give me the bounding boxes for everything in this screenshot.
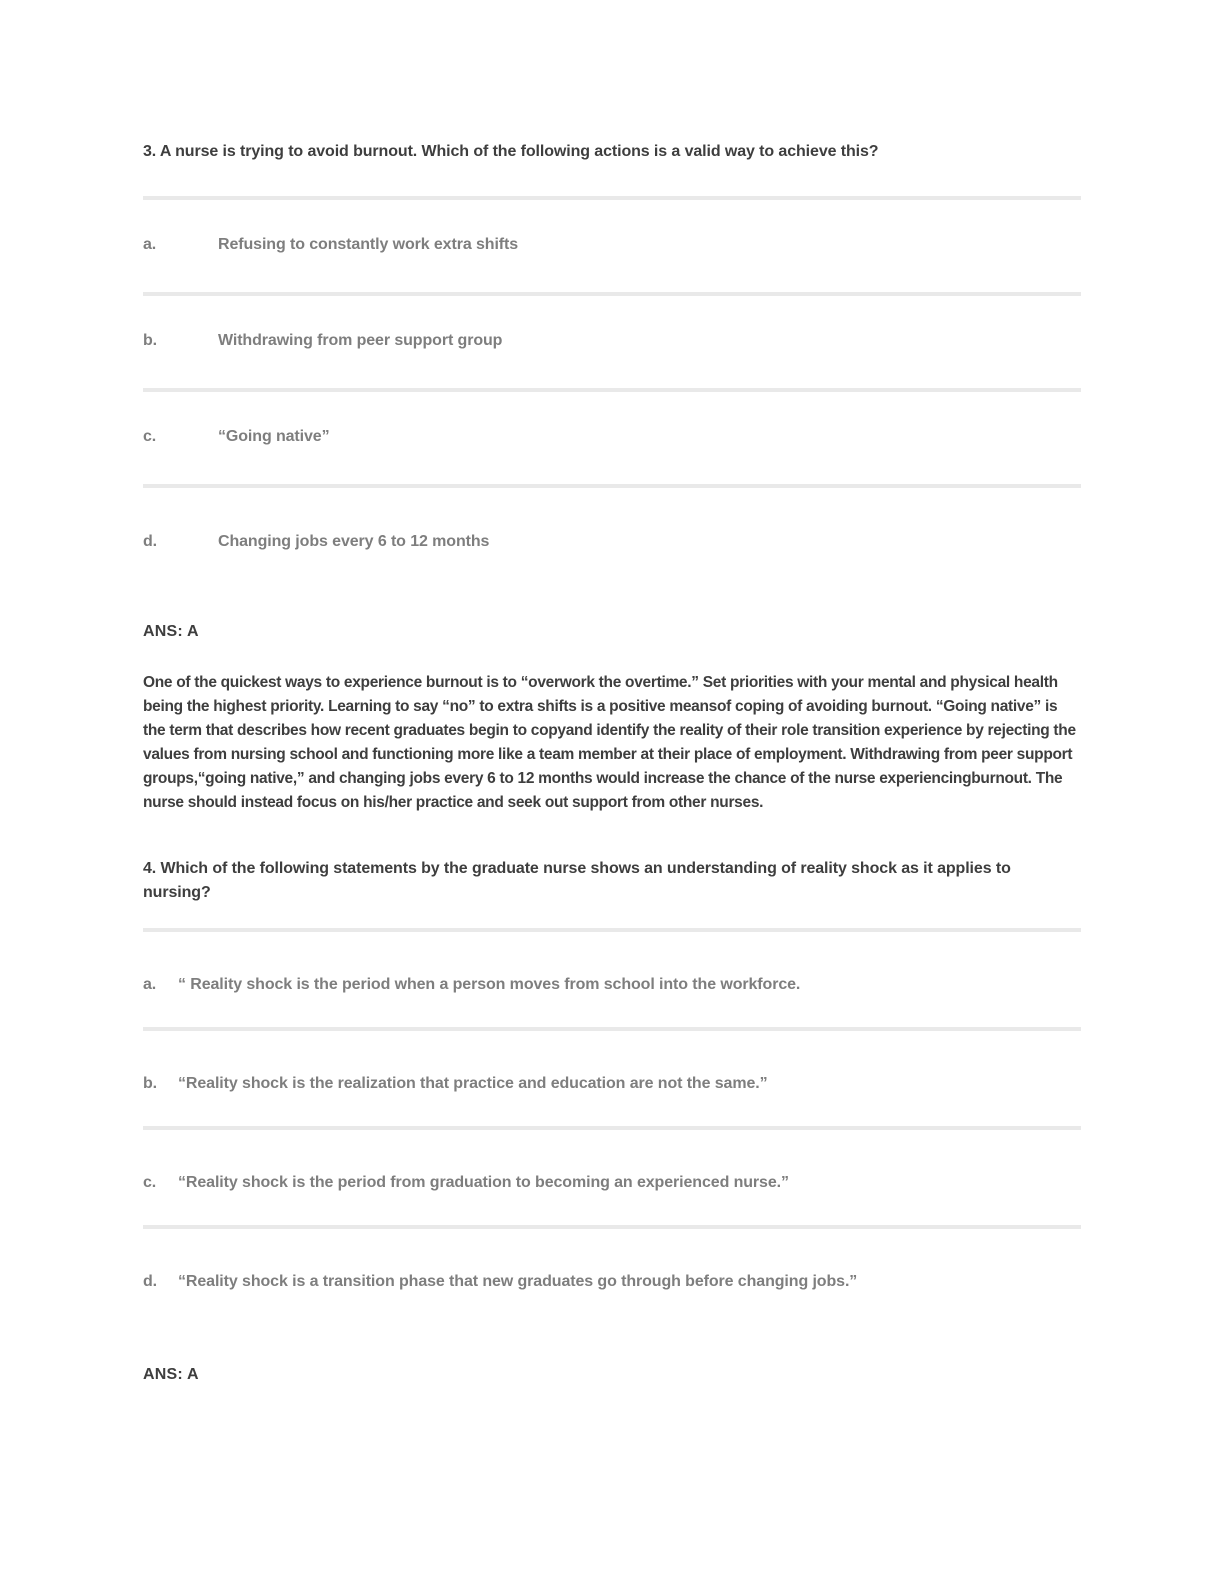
question-3-options <box>143 196 1081 554</box>
option-row-a <box>143 928 1081 1027</box>
rationale-text-q3: One of the quickest ways to experience burnout is to “overwork the overtime.” Set priorities with your mental and physical health being the highest priority. Learning to say “no” to extra shifts is a positive meansof coping of avoiding burnout. “Going native” is the term that describes how recent graduates begin to copyand identify the reality of their role transition experience by rejecting the values from nursing school and functioning more like a team member at their place of employment. Withdrawing from peer support groups,“going native,” and changing jobs every 6 to 12 months would increase the chance of the nurse experiencingburnout. The nurse should instead focus on his/her practice and seek out support from other nurses. <box>143 674 1076 811</box>
option-text: “Reality shock is the period from graduation to becoming an experienced nurse.” <box>178 1174 789 1191</box>
question-4-prompt: 4. Which of the following statements by the graduate nurse shows an understanding of reality shock as it applies to nursing? <box>143 860 1011 901</box>
option-row-b <box>143 292 1081 388</box>
option-text: Withdrawing from peer support group <box>218 332 503 349</box>
answer-label-q3: ANS: A <box>143 623 199 640</box>
option-text: “Reality shock is a transition phase that new graduates go through before changing jobs.” <box>178 1273 858 1290</box>
option-letter: c. <box>143 428 157 445</box>
option-letter: a. <box>143 976 157 993</box>
option-row-d <box>143 484 1081 554</box>
option-row-a <box>143 196 1081 292</box>
question-3-prompt: 3. A nurse is trying to avoid burnout. Which of the following actions is a valid way to achieve this? <box>143 143 879 160</box>
option-letter: c. <box>143 1174 157 1191</box>
option-letter: b. <box>143 1075 158 1092</box>
option-letter: d. <box>143 1273 158 1290</box>
option-row-c <box>143 388 1081 484</box>
option-row-d <box>143 1225 1081 1294</box>
option-letter: b. <box>143 332 158 349</box>
option-row-c <box>143 1126 1081 1225</box>
option-text: Refusing to constantly work extra shifts <box>218 236 519 253</box>
option-row-b <box>143 1027 1081 1126</box>
option-letter: a. <box>143 236 157 253</box>
option-text: “Reality shock is the realization that practice and education are not the same.” <box>178 1075 768 1092</box>
answer-label-q4: ANS: A <box>143 1366 199 1383</box>
option-text: “Going native” <box>218 428 330 445</box>
option-letter: d. <box>143 533 158 550</box>
option-text: “ Reality shock is the period when a person moves from school into the workforce. <box>178 976 801 993</box>
document-page <box>143 140 1081 1387</box>
question-4-options <box>143 928 1081 1294</box>
option-text: Changing jobs every 6 to 12 months <box>218 533 490 550</box>
